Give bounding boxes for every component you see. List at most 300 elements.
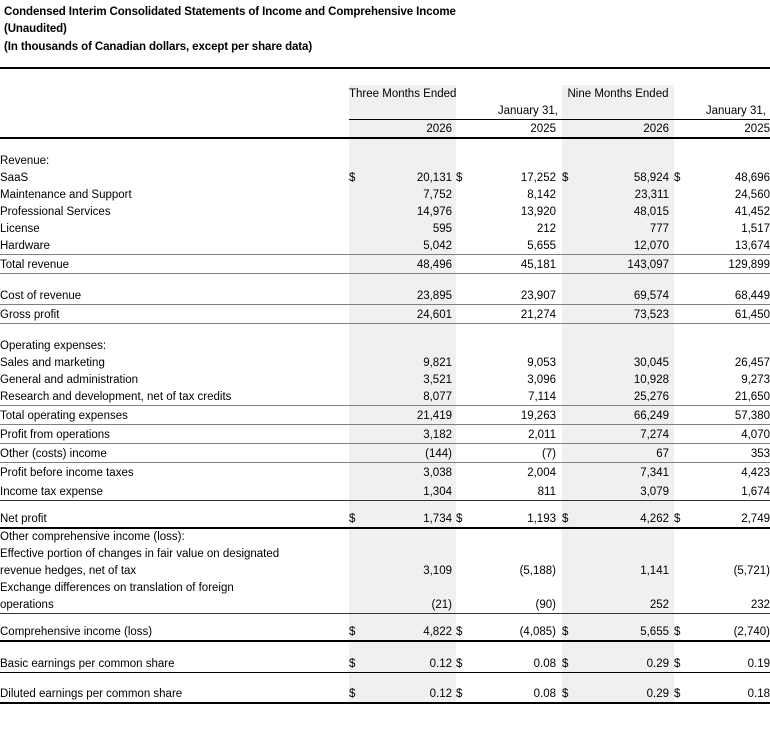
- hedges-value-q-2025: (5,188): [519, 565, 556, 578]
- table-row-hardware: [0, 237, 770, 254]
- spacer-cur-3-2: [562, 323, 584, 335]
- spacer-val-2-2: [478, 323, 556, 335]
- diluted-eps-value-ytd-2026: 0.29: [584, 684, 669, 703]
- professional-cur-3: [562, 203, 584, 220]
- sales-marketing-cur-3: [562, 354, 584, 371]
- table-row-fx-line2: [0, 596, 770, 613]
- hardware-cur-3: [562, 237, 584, 254]
- document-title-line-1: Condensed Interim Consolidated Statements of Income and Comprehensive Income: [4, 6, 456, 18]
- spacer-val-4-3: [696, 500, 770, 509]
- license-cur-2: [456, 220, 478, 237]
- fx-value-ytd-2026: 252: [584, 596, 669, 613]
- other-costs-income-cur-3: [562, 443, 584, 462]
- total-revenue-cur-4: [674, 254, 696, 273]
- revenue-heading-cur-3: [562, 150, 584, 169]
- general-admin-cur-3: [562, 371, 584, 388]
- spacer-val-3-5: [584, 641, 669, 653]
- revenue-heading-val-3: [584, 150, 669, 169]
- saas-currency-3: $: [562, 169, 584, 186]
- profit-before-tax-value-ytd-2025: 4,423: [741, 467, 770, 480]
- document-subtitle-units: (In thousands of Canadian dollars, except per share data): [4, 40, 313, 53]
- comprehensive-income-currency-4: $: [674, 622, 696, 641]
- saas-currency-2: $: [456, 172, 463, 185]
- spacer-cur-2-3: [456, 500, 478, 509]
- sales-marketing-value-q-2026: 9,821: [371, 354, 452, 371]
- net-profit-value-q-2026: 1,734: [371, 509, 452, 528]
- total-opex-cur-1: [349, 405, 371, 424]
- header-spacer-label: [0, 85, 349, 102]
- other-costs-income-value-ytd-2025: 353: [696, 443, 770, 462]
- fx-l1-cur-4: [674, 579, 696, 596]
- other-costs-income-value-q-2025: (7): [478, 443, 556, 462]
- income-tax-value-q-2026: 1,304: [371, 481, 452, 500]
- license-value-q-2026: 595: [371, 220, 452, 237]
- profit-before-tax-cur-3: [562, 462, 584, 481]
- oci-heading-val-1: [371, 528, 452, 545]
- hedges-l1-cur-2: [456, 545, 478, 562]
- hedges-l1-val-2: [478, 545, 556, 562]
- table-row-income-tax-expense: [0, 481, 770, 500]
- hedges-l1-val-1: [371, 545, 452, 562]
- gross-profit-value-ytd-2026: 73,523: [584, 304, 669, 323]
- income-tax-cur-3: [562, 481, 584, 500]
- maintenance-cur-2: [456, 186, 478, 203]
- opex-heading-val-4: [696, 335, 770, 354]
- basic-eps-currency-2: $: [456, 653, 478, 672]
- revenue-heading-val-1: [371, 150, 452, 169]
- total-opex-value-q-2026: 21,419: [371, 405, 452, 424]
- hardware-value-ytd-2025: 13,674: [696, 237, 770, 254]
- fx-cur-2: [456, 596, 478, 613]
- research-dev-cur-3: [562, 388, 584, 405]
- hardware-label: Hardware: [0, 237, 349, 254]
- profit-before-tax-cur-4: [674, 462, 696, 481]
- spacer-val-1-0: [371, 138, 452, 150]
- table-row-profit-before-tax: [0, 462, 770, 481]
- total-revenue-value-ytd-2025: 129,899: [696, 254, 770, 273]
- research-dev-value-q-2026: 8,077: [371, 388, 452, 405]
- spacer-val-3-4: [584, 613, 669, 622]
- license-value-ytd-2025: 1,517: [741, 223, 770, 236]
- profit-operations-value-ytd-2026: 7,274: [584, 424, 669, 443]
- spacer-before-comprehensive: [0, 613, 770, 622]
- spacer-cur-4-4: [674, 613, 696, 622]
- spacer-label-2: [0, 323, 349, 335]
- spacer-label-0: [0, 138, 349, 150]
- income-tax-value-q-2025: 811: [478, 481, 556, 500]
- profit-operations-cur-1: [349, 424, 371, 443]
- table-row-professional-services: [0, 203, 770, 220]
- saas-currency-4: $: [674, 172, 681, 185]
- fx-value-q-2025: (90): [478, 596, 556, 613]
- total-opex-label: Total operating expenses: [0, 405, 349, 424]
- saas-value-ytd-2025: 48,696: [734, 172, 770, 185]
- fx-label-line-2: operations: [0, 596, 349, 613]
- revenue-heading-cur-4: [674, 150, 696, 169]
- general-admin-value-ytd-2026: 10,928: [584, 371, 669, 388]
- table-row-profit-from-operations: [0, 424, 770, 443]
- spacer-val-4-5: [696, 641, 770, 653]
- profit-operations-value-q-2026: 3,182: [371, 424, 452, 443]
- profit-before-tax-cur-2: [456, 462, 478, 481]
- total-opex-cur-3: [562, 405, 584, 424]
- other-costs-income-value-q-2026: (144): [371, 443, 452, 462]
- spacer-val-1-4: [371, 613, 452, 622]
- total-revenue-value-ytd-2026: 143,097: [584, 254, 669, 273]
- basic-eps-currency-4: $: [674, 653, 696, 672]
- spacer-label-1: [0, 273, 349, 285]
- table-top-rule: [0, 68, 770, 85]
- oci-heading-val-3: [584, 528, 669, 545]
- cost-of-revenue-label: Cost of revenue: [0, 285, 349, 304]
- maintenance-cur-1: [349, 186, 371, 203]
- header-group-line1-row: [0, 85, 770, 102]
- oci-heading-cur-3: [562, 528, 584, 545]
- revenue-heading-label: Revenue:: [0, 155, 50, 168]
- header-group-nine-months-line1: Nine Months Ended: [562, 85, 674, 102]
- total-revenue-value-q-2025: 45,181: [478, 254, 556, 273]
- header-year-cur-3: [562, 119, 584, 138]
- cost-of-revenue-cur-2: [456, 285, 478, 304]
- spacer-val-4-6: [696, 672, 770, 684]
- header-year-2026-q: 2026: [371, 119, 452, 138]
- general-admin-value-ytd-2025: 9,273: [741, 374, 770, 387]
- spacer-val-2-6: [478, 672, 556, 684]
- other-costs-income-value-ytd-2026: 67: [584, 443, 669, 462]
- table-top-rule-row: [0, 68, 770, 85]
- profit-before-tax-value-q-2025: 2,004: [527, 467, 556, 480]
- saas-value-ytd-2026: 58,924: [584, 169, 669, 186]
- spacer-after-total-revenue: [0, 273, 770, 285]
- total-revenue-value-q-2026: 48,496: [371, 254, 452, 273]
- general-admin-value-q-2026: 3,521: [371, 371, 452, 388]
- table-row-basic-eps: [0, 653, 770, 672]
- spacer-val-2-3: [478, 500, 556, 509]
- spacer-cur-3-1: [562, 273, 584, 285]
- revenue-heading-cur-1: [349, 150, 371, 169]
- table-row-general-admin: [0, 371, 770, 388]
- comprehensive-income-currency-3: $: [562, 622, 584, 641]
- spacer-cur-4-3: [674, 500, 696, 509]
- spacer-cur-4-0: [674, 138, 696, 150]
- basic-eps-value-q-2026: 0.12: [371, 653, 452, 672]
- maintenance-value-q-2026: 7,752: [371, 186, 452, 203]
- total-opex-value-ytd-2025: 57,380: [696, 405, 770, 424]
- diluted-eps-value-q-2026: 0.12: [371, 684, 452, 703]
- oci-heading-cur-4: [674, 528, 696, 545]
- fx-l1-val-2: [478, 579, 556, 596]
- hedges-value-q-2026: 3,109: [371, 562, 452, 579]
- spacer-before-basic-eps: [0, 641, 770, 653]
- spacer-cur-4-5: [674, 641, 696, 653]
- fx-l1-val-4: [696, 579, 770, 596]
- hedges-value-ytd-2026: 1,141: [584, 562, 669, 579]
- diluted-eps-currency-3: $: [562, 684, 584, 703]
- table-row-revenue-heading: [0, 150, 770, 169]
- header-year-cur-2: [456, 119, 478, 138]
- spacer-val-2-1: [478, 273, 556, 285]
- research-dev-label: Research and development, net of tax credits: [0, 388, 349, 405]
- header-nine-months-date: January 31,: [674, 102, 770, 119]
- net-profit-currency-1: $: [349, 509, 371, 528]
- spacer-after-header: [0, 138, 770, 150]
- maintenance-value-ytd-2025: 24,560: [734, 189, 770, 202]
- profit-before-tax-cur-1: [349, 462, 371, 481]
- cost-of-revenue-value-ytd-2026: 69,574: [584, 285, 669, 304]
- spacer-val-4-4: [696, 613, 770, 622]
- fx-l1-val-3: [584, 579, 669, 596]
- table-row-comprehensive-income: [0, 622, 770, 641]
- cost-of-revenue-value-q-2026: 23,895: [371, 285, 452, 304]
- basic-eps-currency-1: $: [349, 653, 371, 672]
- professional-value-q-2025: 13,920: [520, 206, 556, 219]
- spacer-before-net-profit: [0, 500, 770, 509]
- spacer-val-2-4: [478, 613, 556, 622]
- spacer-val-1-5: [371, 641, 452, 653]
- spacer-cur-1-5: [349, 641, 371, 653]
- spacer-cur-2-2: [456, 323, 478, 335]
- spacer-val-1-6: [371, 672, 452, 684]
- header-group-line2-row: [0, 102, 770, 119]
- license-label: License: [0, 223, 40, 236]
- sales-marketing-cur-4: [674, 354, 696, 371]
- maintenance-label: Maintenance and Support: [0, 189, 132, 202]
- fx-l1-cur-1: [349, 579, 371, 596]
- research-dev-value-ytd-2025: 21,650: [696, 388, 770, 405]
- general-admin-cur-2: [456, 371, 478, 388]
- oci-heading-cur-1: [349, 528, 371, 545]
- fx-cur-3: [562, 596, 584, 613]
- fx-value-q-2026: (21): [371, 596, 452, 613]
- spacer-cur-4-6: [674, 672, 696, 684]
- spacer-cur-1-4: [349, 613, 371, 622]
- revenue-heading-val-2: [478, 150, 556, 169]
- hardware-value-ytd-2026: 12,070: [584, 237, 669, 254]
- table-row-net-profit: [0, 509, 770, 528]
- diluted-eps-currency-2: $: [456, 684, 478, 703]
- table-row-total-revenue: [0, 254, 770, 273]
- other-costs-income-cur-1: [349, 443, 371, 462]
- gross-profit-value-ytd-2025: 61,450: [696, 304, 770, 323]
- spacer-cur-1-3: [349, 500, 371, 509]
- table-row-sales-marketing: [0, 354, 770, 371]
- net-profit-currency-4: $: [674, 509, 696, 528]
- hardware-cur-1: [349, 237, 371, 254]
- saas-currency-1: $: [349, 169, 371, 186]
- spacer-val-4-1: [696, 273, 770, 285]
- table-row-total-opex: [0, 405, 770, 424]
- spacer-cur-3-6: [562, 672, 584, 684]
- income-statement-table: [0, 67, 770, 704]
- table-row-fx-line1: [0, 579, 770, 596]
- income-tax-value-ytd-2026: 3,079: [584, 481, 669, 500]
- hedges-l1-val-3: [584, 545, 669, 562]
- total-opex-cur-2: [456, 405, 478, 424]
- net-profit-value-ytd-2025: 2,749: [696, 509, 770, 528]
- fx-l1-cur-3: [562, 579, 584, 596]
- comprehensive-income-value-q-2026: 4,822: [371, 622, 452, 641]
- spacer-cur-4-2: [674, 323, 696, 335]
- saas-value-q-2025: 17,252: [520, 172, 556, 185]
- professional-value-ytd-2025: 41,452: [734, 206, 770, 219]
- hedges-l1-val-4: [696, 545, 770, 562]
- header-year-cur-1: [349, 119, 371, 138]
- total-revenue-cur-3: [562, 254, 584, 273]
- maintenance-cur-3: [562, 186, 584, 203]
- profit-operations-label: Profit from operations: [0, 424, 349, 443]
- spacer-cur-2-0: [456, 138, 478, 150]
- header-three-months-date: January 31,: [456, 102, 562, 119]
- sales-marketing-value-q-2025: 9,053: [527, 357, 556, 370]
- hardware-value-q-2026: 5,042: [371, 237, 452, 254]
- maintenance-cur-4: [674, 186, 696, 203]
- gross-profit-value-q-2025: 21,274: [478, 304, 556, 323]
- saas-label: SaaS: [0, 172, 29, 185]
- profit-before-tax-value-ytd-2026: 7,341: [584, 462, 669, 481]
- cost-of-revenue-value-ytd-2025: 68,449: [696, 285, 770, 304]
- hedges-value-ytd-2025: (5,721): [733, 565, 770, 578]
- other-costs-income-label: Other (costs) income: [0, 443, 349, 462]
- gross-profit-cur-2: [456, 304, 478, 323]
- comprehensive-income-currency-1: $: [349, 622, 371, 641]
- gross-profit-value-q-2026: 24,601: [371, 304, 452, 323]
- professional-cur-2: [456, 203, 478, 220]
- cost-of-revenue-cur-1: [349, 285, 371, 304]
- general-admin-cur-1: [349, 371, 371, 388]
- research-dev-cur-4: [674, 388, 696, 405]
- table-row-hedges-line2: [0, 562, 770, 579]
- net-profit-label: Net profit: [0, 509, 349, 528]
- income-tax-cur-1: [349, 481, 371, 500]
- table-row-gross-profit: [0, 304, 770, 323]
- spacer-label-4: [0, 613, 349, 622]
- spacer-val-1-1: [371, 273, 452, 285]
- diluted-eps-value-ytd-2025: 0.18: [696, 684, 770, 703]
- hedges-cur-2: [456, 562, 478, 579]
- fx-l1-cur-2: [456, 579, 478, 596]
- spacer-label-6: [0, 672, 349, 684]
- spacer-val-2-0: [478, 138, 556, 150]
- hedges-label-line-1: Effective portion of changes in fair value on designated: [0, 548, 280, 561]
- table-row-oci-heading: [0, 528, 770, 545]
- comprehensive-income-value-q-2025: (4,085): [478, 622, 556, 641]
- spacer-before-diluted-eps: [0, 672, 770, 684]
- spacer-cur-4-1: [674, 273, 696, 285]
- table-row-opex-heading: [0, 335, 770, 354]
- income-tax-value-ytd-2025: 1,674: [696, 481, 770, 500]
- net-profit-currency-3: $: [562, 509, 584, 528]
- other-costs-income-cur-2: [456, 443, 478, 462]
- table-row-diluted-eps: [0, 684, 770, 703]
- spacer-val-3-2: [584, 323, 669, 335]
- spacer-val-3-1: [584, 273, 669, 285]
- diluted-eps-value-q-2025: 0.08: [478, 684, 556, 703]
- header-year-2025-q: 2025: [478, 119, 556, 138]
- income-tax-cur-4: [674, 481, 696, 500]
- opex-heading-cur-3: [562, 335, 584, 354]
- professional-value-q-2026: 14,976: [371, 203, 452, 220]
- research-dev-value-ytd-2026: 25,276: [584, 388, 669, 405]
- header-group-three-months-line1: Three Months Ended: [349, 85, 456, 102]
- opex-heading-val-3: [584, 335, 669, 354]
- spacer-val-2-5: [478, 641, 556, 653]
- hedges-l1-cur-3: [562, 545, 584, 562]
- general-admin-cur-4: [674, 371, 696, 388]
- spacer-cur-3-3: [562, 500, 584, 509]
- profit-operations-cur-3: [562, 424, 584, 443]
- table-row-cost-of-revenue: [0, 285, 770, 304]
- sales-marketing-value-ytd-2026: 30,045: [584, 354, 669, 371]
- spacer-label-3: [0, 500, 349, 509]
- profit-operations-value-ytd-2025: 4,070: [696, 424, 770, 443]
- profit-operations-cur-4: [674, 424, 696, 443]
- spacer-cur-3-0: [562, 138, 584, 150]
- fx-cur-4: [674, 596, 696, 613]
- profit-before-tax-label: Profit before income taxes: [0, 467, 134, 480]
- sales-marketing-label: Sales and marketing: [0, 357, 105, 370]
- opex-heading-label: Operating expenses:: [0, 340, 107, 353]
- table-row-research-development: [0, 388, 770, 405]
- comprehensive-income-value-ytd-2025: (2,740): [696, 622, 770, 641]
- income-tax-cur-2: [456, 481, 478, 500]
- hedges-l1-cur-1: [349, 545, 371, 562]
- spacer-val-3-6: [584, 672, 669, 684]
- hedges-cur-3: [562, 562, 584, 579]
- gross-profit-cur-1: [349, 304, 371, 323]
- comprehensive-income-currency-2: $: [456, 622, 478, 641]
- header-year-row: [0, 119, 770, 138]
- general-admin-value-q-2025: 3,096: [527, 374, 556, 387]
- total-revenue-cur-2: [456, 254, 478, 273]
- spacer-cur-3-4: [562, 613, 584, 622]
- hardware-value-q-2025: 5,655: [478, 237, 556, 254]
- professional-label: Professional Services: [0, 206, 111, 219]
- spacer-val-4-0: [696, 138, 770, 150]
- spacer-cur-3-5: [562, 641, 584, 653]
- license-cur-1: [349, 220, 371, 237]
- table-row-maintenance: [0, 186, 770, 203]
- license-cur-3: [562, 220, 584, 237]
- revenue-heading-cur-2: [456, 150, 478, 169]
- gross-profit-cur-3: [562, 304, 584, 323]
- table-row-other-costs-income: [0, 443, 770, 462]
- total-revenue-label: Total revenue: [0, 254, 349, 273]
- diluted-eps-currency-1: $: [349, 684, 371, 703]
- maintenance-value-ytd-2026: 23,311: [584, 186, 669, 203]
- spacer-val-1-2: [371, 323, 452, 335]
- hardware-cur-4: [674, 237, 696, 254]
- total-revenue-cur-1: [349, 254, 371, 273]
- hedges-label-line-2: revenue hedges, net of tax: [0, 565, 137, 578]
- cost-of-revenue-cur-3: [562, 285, 584, 304]
- oci-heading-label: Other comprehensive income (loss):: [0, 531, 185, 544]
- oci-heading-val-4: [696, 528, 770, 545]
- diluted-eps-label: Diluted earnings per common share: [0, 684, 349, 703]
- oci-heading-val-2: [478, 528, 556, 545]
- fx-label-line-1: Exchange differences on translation of foreign: [0, 582, 234, 595]
- sales-marketing-cur-1: [349, 354, 371, 371]
- spacer-cur-1-0: [349, 138, 371, 150]
- total-opex-value-ytd-2026: 66,249: [584, 405, 669, 424]
- spacer-cur-1-1: [349, 273, 371, 285]
- opex-heading-cur-4: [674, 335, 696, 354]
- basic-eps-label: Basic earnings per common share: [0, 653, 349, 672]
- hedges-l1-cur-4: [674, 545, 696, 562]
- sales-marketing-cur-2: [456, 354, 478, 371]
- spacer-cur-2-6: [456, 672, 478, 684]
- basic-eps-value-ytd-2026: 0.29: [584, 653, 669, 672]
- saas-value-q-2026: 20,131: [371, 169, 452, 186]
